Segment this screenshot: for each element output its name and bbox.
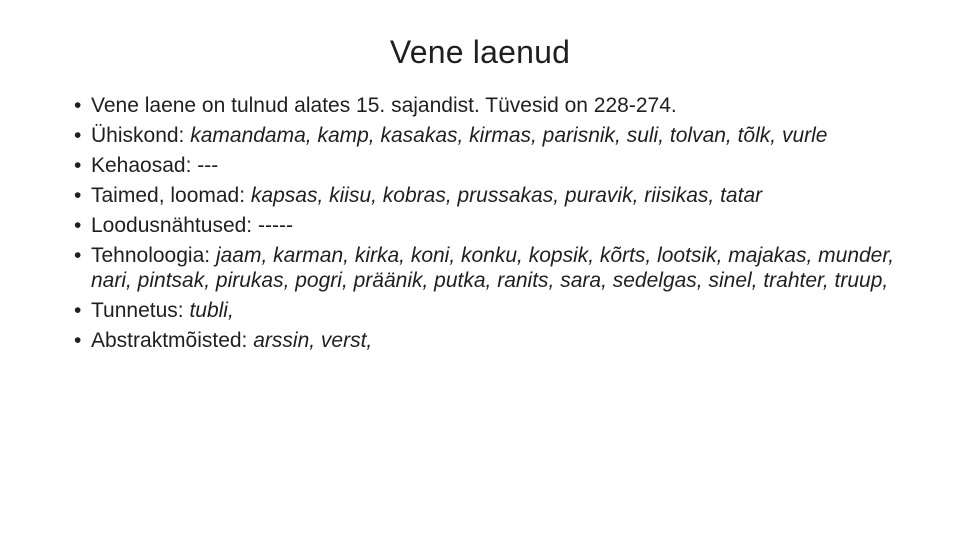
item-label: Ühiskond: — [91, 124, 191, 147]
bullet-icon: • — [74, 184, 82, 207]
item-label: Abstraktmõisted: — [91, 329, 254, 352]
list-item — [74, 328, 934, 353]
item-examples: kamandama, kamp, kasakas, kirmas, parisnik, suli, tolvan, tõlk, vurle — [190, 124, 828, 147]
bullet-icon: • — [74, 154, 82, 177]
item-label: Taimed, loomad: — [91, 184, 251, 207]
bullet-icon: • — [74, 329, 82, 352]
list-item — [74, 213, 934, 238]
list-item — [74, 183, 934, 208]
bullet-icon: • — [74, 124, 82, 147]
list-item — [74, 123, 934, 148]
item-label: Tunnetus: — [91, 299, 190, 322]
item-label: Kehaosad: --- — [91, 154, 219, 177]
bullet-icon: • — [74, 244, 82, 267]
bullet-icon: • — [74, 214, 82, 237]
item-examples: kapsas, kiisu, kobras, prussakas, puravik, riisikas, tatar — [250, 184, 763, 207]
list-item — [74, 243, 934, 293]
slide-title: Vene laenud — [389, 34, 571, 70]
item-label: Loodusnähtused: ----- — [91, 214, 293, 237]
item-examples: arssin, verst, — [253, 329, 373, 352]
item-examples: jaam, karman, kirka, koni, konku, kopsik, kõrts, lootsik, majakas, munder, nari, pintsak, pirukas, pogri, präänik, putka, ranits, sara, sedelgas, sinel, trahter, truup, — [91, 244, 895, 292]
item-examples: tubli, — [189, 299, 234, 322]
list-item — [74, 93, 934, 118]
list-item — [74, 298, 934, 323]
bullet-icon: • — [74, 299, 82, 322]
list-item — [74, 153, 934, 178]
bullet-list — [74, 93, 934, 358]
item-label: Tehnoloogia: — [91, 244, 216, 267]
bullet-icon: • — [74, 94, 82, 117]
item-label: Vene laene on tulnud alates 15. sajandist. Tüvesid on 228-274. — [91, 94, 677, 117]
